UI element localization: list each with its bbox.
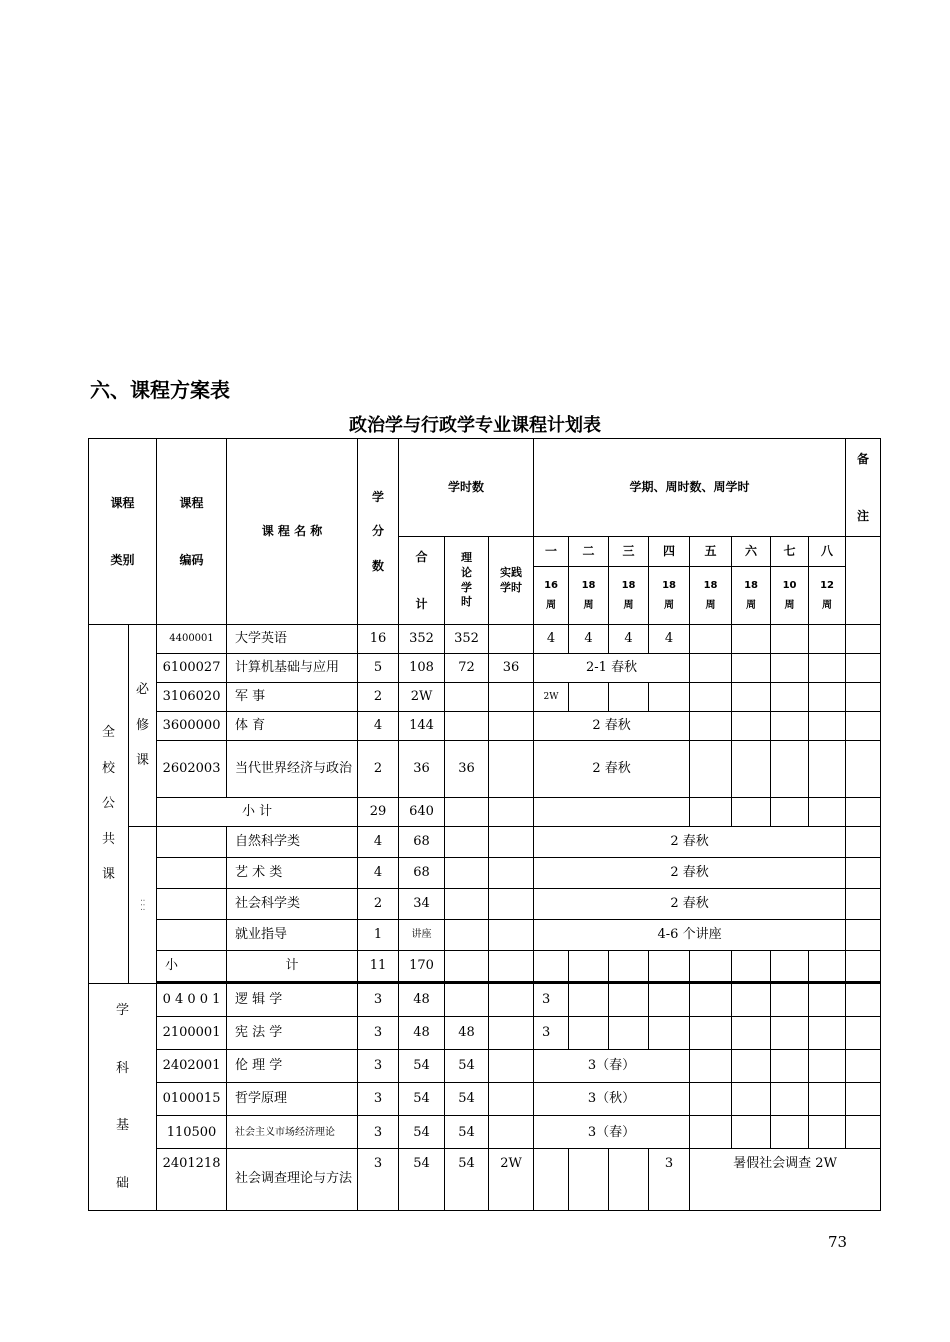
course-name: 逻 辑 学: [227, 984, 358, 1017]
credits: 16: [358, 625, 399, 654]
term-8: 八: [809, 537, 846, 567]
credits: 4: [358, 712, 399, 741]
header-hours: 学时数: [399, 439, 534, 537]
term-hours: 4: [534, 625, 569, 654]
hours-total: 36: [399, 741, 445, 798]
header-category: 课程 类别: [89, 439, 157, 625]
credits: 4: [358, 858, 399, 889]
header-course-name: 课 程 名 称: [227, 439, 358, 625]
hours-total: 54: [399, 1050, 445, 1083]
term-hours: 4: [569, 625, 609, 654]
term-span: 2 春秋: [534, 741, 690, 798]
header-remark: 备 注: [846, 439, 881, 537]
weeks-6: 18 周: [732, 567, 771, 625]
term-span: 3（春）: [534, 1050, 690, 1083]
course-name: 军 事: [227, 683, 358, 712]
remark-span: 暑假社会调查 2W: [690, 1149, 881, 1211]
hours-total: 352: [399, 625, 445, 654]
course-name: 伦 理 学: [227, 1050, 358, 1083]
hours-theory: 352: [445, 625, 489, 654]
category-discipline-basics: 学 科 基 础: [89, 984, 157, 1211]
course-name: 计算机基础与应用: [227, 654, 358, 683]
course-name: 体 育: [227, 712, 358, 741]
course-name: 宪 法 学: [227, 1017, 358, 1050]
term-hours: 2W: [534, 683, 569, 712]
credits: 5: [358, 654, 399, 683]
term-span: 2 春秋: [534, 712, 690, 741]
course-name: 就业指导: [227, 920, 358, 951]
course-name: 自然科学类: [227, 827, 358, 858]
hours-total: 108: [399, 654, 445, 683]
header-semesters: 学期、周时数、周学时: [534, 439, 846, 537]
subtotal-label-b: 计: [227, 951, 358, 982]
header-hours-theory: 理论学时: [445, 537, 489, 625]
credits: 3: [358, 1050, 399, 1083]
term-span: 2 春秋: [534, 858, 846, 889]
term-1: 一: [534, 537, 569, 567]
course-name: 社会科学类: [227, 889, 358, 920]
course-code: 110500: [157, 1116, 227, 1149]
hours-total: 48: [399, 984, 445, 1017]
course-name: 艺 术 类: [227, 858, 358, 889]
hours-total: 144: [399, 712, 445, 741]
subtotal-total: 640: [399, 798, 445, 827]
term-span: 3（秋）: [534, 1083, 690, 1116]
course-code: 3600000: [157, 712, 227, 741]
course-code: 6100027: [157, 654, 227, 683]
section-title: 六、课程方案表: [90, 378, 230, 402]
term-hours: 3: [649, 1149, 690, 1211]
hours-total: 54: [399, 1149, 445, 1211]
credits: 4: [358, 827, 399, 858]
credits: 3: [358, 1083, 399, 1116]
header-credits: 学 分 数: [358, 439, 399, 625]
credits: 1: [358, 920, 399, 951]
hours-theory: 54: [445, 1050, 489, 1083]
term-span: 3（春）: [534, 1116, 690, 1149]
credits: 3: [358, 1149, 399, 1211]
term-6: 六: [732, 537, 771, 567]
weeks-8: 12 周: [809, 567, 846, 625]
term-hours: 4: [649, 625, 690, 654]
hours-theory: 54: [445, 1149, 489, 1211]
subtotal-label: 小 计: [157, 798, 358, 827]
hours-theory: 48: [445, 1017, 489, 1050]
credits: 2: [358, 889, 399, 920]
course-code: 0 4 0 0 1: [157, 984, 227, 1017]
course-name: 当代世界经济与政治: [227, 741, 358, 798]
term-hours: 3: [534, 1017, 569, 1050]
course-plan-table: [88, 438, 881, 1211]
hours-theory: 54: [445, 1083, 489, 1116]
header-code: 课程 编码: [157, 439, 227, 625]
hours-practice: [489, 625, 534, 654]
term-5: 五: [690, 537, 732, 567]
credits: 2: [358, 741, 399, 798]
term-4: 四: [649, 537, 690, 567]
subtotal-total: 170: [399, 951, 445, 982]
hours-total: 68: [399, 858, 445, 889]
hours-theory: 72: [445, 654, 489, 683]
term-7: 七: [771, 537, 809, 567]
term-3: 三: [609, 537, 649, 567]
term-2: 二: [569, 537, 609, 567]
course-code: 4400001: [157, 625, 227, 654]
term-span: 2 春秋: [534, 889, 846, 920]
weeks-2: 18 周: [569, 567, 609, 625]
subtotal-credits: 11: [358, 951, 399, 982]
hours-theory: 54: [445, 1116, 489, 1149]
hours-total: 2W: [399, 683, 445, 712]
term-span: 2-1 春秋: [534, 654, 690, 683]
header-hours-total: 合 计: [399, 537, 445, 625]
subtotal-credits: 29: [358, 798, 399, 827]
weeks-3: 18 周: [609, 567, 649, 625]
term-span: 2 春秋: [534, 827, 846, 858]
course-code: 3106020: [157, 683, 227, 712]
course-code: 0100015: [157, 1083, 227, 1116]
hours-total: 48: [399, 1017, 445, 1050]
course-code: 2402001: [157, 1050, 227, 1083]
weeks-1: 16 周: [534, 567, 569, 625]
header-hours-practice: 实践学时: [489, 537, 534, 625]
term-span: 4-6 个讲座: [534, 920, 846, 951]
hours-theory: 36: [445, 741, 489, 798]
course-name: 哲学原理: [227, 1083, 358, 1116]
hours-practice: 2W: [489, 1149, 534, 1211]
course-name: 社会主义市场经济理论: [227, 1116, 358, 1149]
remark-empty: [846, 537, 881, 625]
category-required: 必 修 课: [129, 625, 157, 827]
hours-total: 54: [399, 1116, 445, 1149]
hours-total: 68: [399, 827, 445, 858]
credits: 3: [358, 1116, 399, 1149]
term-hours: 3: [534, 984, 569, 1017]
course-code: 2602003: [157, 741, 227, 798]
weeks-4: 18 周: [649, 567, 690, 625]
hours-total: 34: [399, 889, 445, 920]
credits: 3: [358, 984, 399, 1017]
course-code: 2100001: [157, 1017, 227, 1050]
weeks-7: 10 周: [771, 567, 809, 625]
course-name: 社会调查理论与方法: [227, 1149, 358, 1211]
hours-total: 54: [399, 1083, 445, 1116]
hours-practice: 36: [489, 654, 534, 683]
subtotal-label-a: 小: [157, 951, 227, 982]
term-hours: 4: [609, 625, 649, 654]
category-elective-marker: : : :: [129, 827, 157, 984]
hours-total: 讲座: [399, 920, 445, 951]
credits: 2: [358, 683, 399, 712]
credits: 3: [358, 1017, 399, 1050]
table-title: 政治学与行政学专业课程计划表: [349, 415, 601, 436]
course-code: 2401218: [157, 1149, 227, 1211]
page-number: 73: [828, 1233, 848, 1251]
course-name: 大学英语: [227, 625, 358, 654]
category-school-common: 全 校 公 共 课: [89, 625, 129, 984]
weeks-5: 18 周: [690, 567, 732, 625]
